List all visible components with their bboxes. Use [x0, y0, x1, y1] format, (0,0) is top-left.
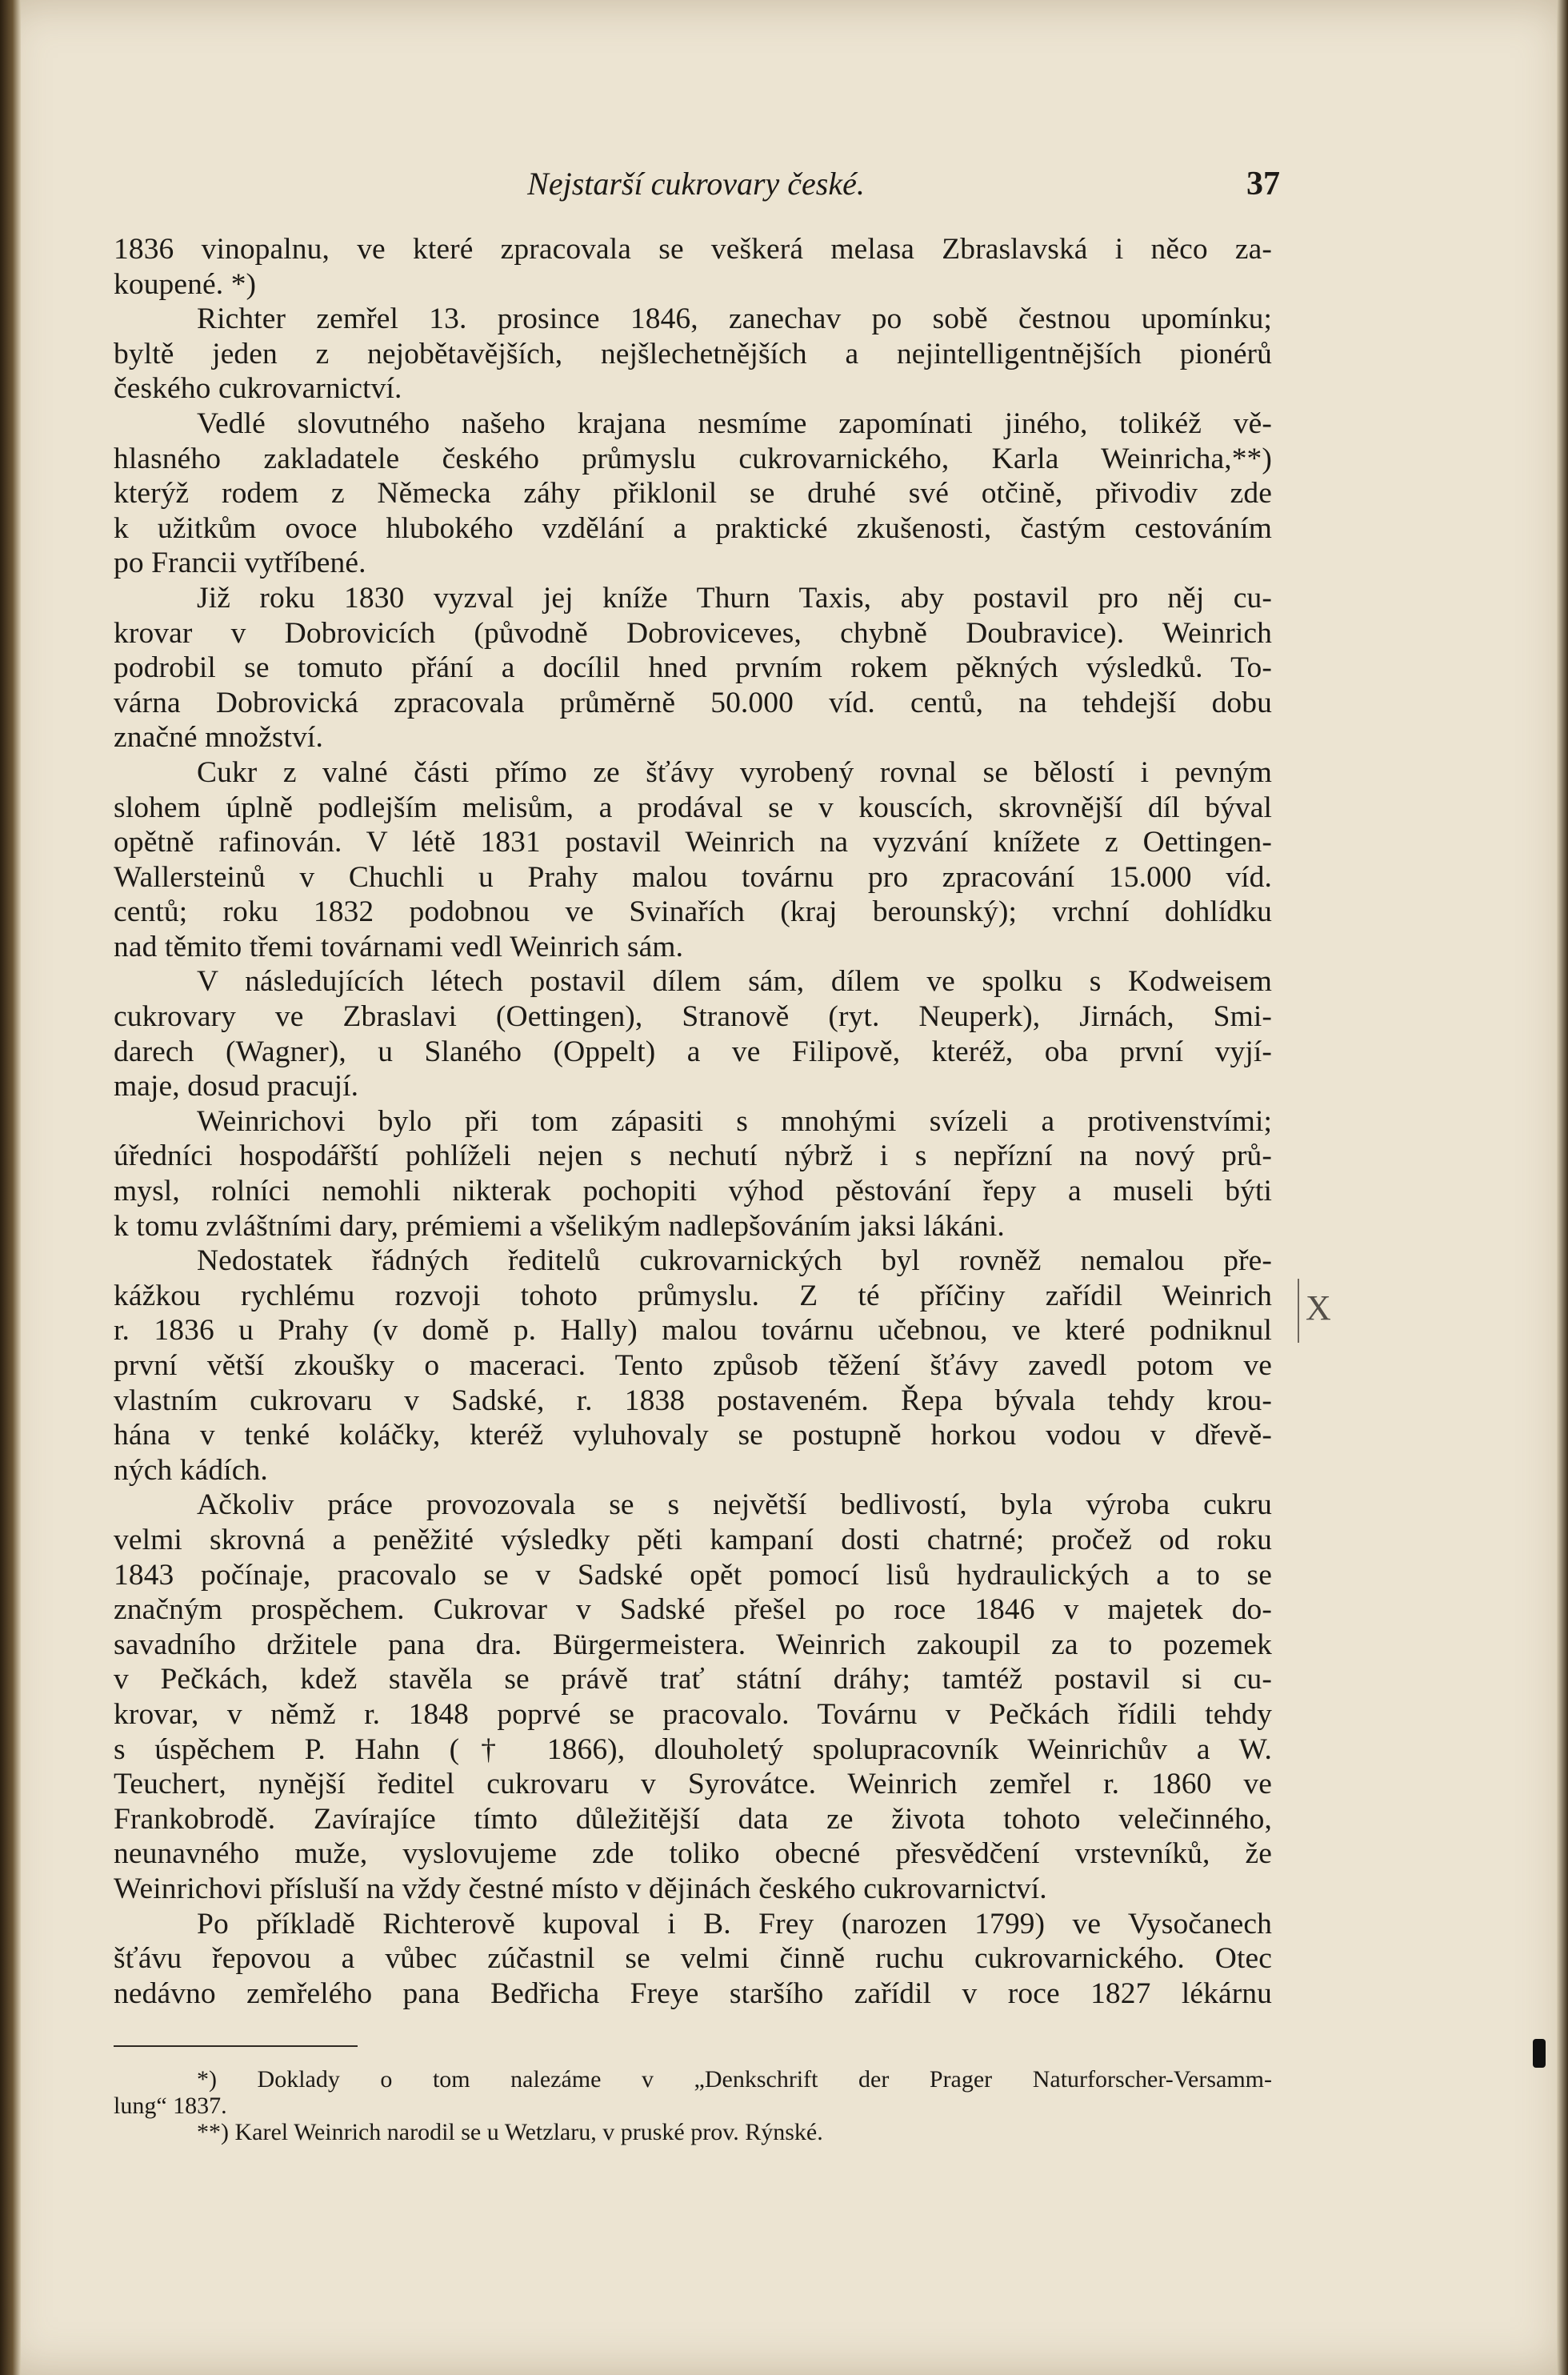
- text-line: hlasného zakladatele českého průmyslu cukrovarnického, Karla Weinricha,**): [114, 442, 1272, 475]
- text-line: maje, dosud pracují.: [114, 1070, 359, 1103]
- text-line: Frankobrodě. Zavírajíce tímto důležitější data ze života tohoto velečinného,: [114, 1802, 1272, 1836]
- text-line: Weinrichovi přísluší na vždy čestné místo v dějinách českého cukrovarnictví.: [114, 1872, 1047, 1905]
- text-line: nedávno zemřelého pana Bedřicha Freye staršího zařídil v roce 1827 lékárnu: [114, 1976, 1272, 2010]
- text-line: českého cukrovarnictví.: [114, 372, 402, 406]
- text-line: 1836 vinopalnu, ve které zpracovala se veškerá melasa Zbraslavská i něco za-: [114, 233, 1272, 266]
- text-line: velmi skrovná a peněžité výsledky pěti kampaní dosti chatrné; pročež od roku: [114, 1523, 1272, 1556]
- margin-bracket: [1298, 1279, 1299, 1343]
- text-line: Vedlé slovutného našeho krajana nesmíme zapomínati jiného, tolikéž vě-: [197, 407, 1272, 440]
- running-title: Nejstarší cukrovary české.: [527, 166, 865, 202]
- text-line: hána v tenké koláčky, kteréž vyluhovaly se postupně horkou vodou v dřevě-: [114, 1419, 1272, 1452]
- footnote-line: **) Karel Weinrich narodil se u Wetzlaru, v pruské prov. Rýnské.: [197, 2119, 823, 2145]
- text-line: k tomu zvláštními dary, prémiemi a všelikým nadlepšováním jaksi lákáni.: [114, 1209, 1005, 1243]
- text-line: s úspěchem P. Hahn († 1866), dlouholetý spolupracovník Weinrichův a W.: [114, 1732, 1272, 1766]
- text-line: opětně rafinován. V létě 1831 postavil Weinrich na vyzvání knížete z Oettingen-: [114, 826, 1272, 859]
- text-line: centů; roku 1832 podobnou ve Svinařích (kraj berounský); vrchní dohlídku: [114, 895, 1272, 929]
- text-line: k užitkům ovoce hlubokého vzdělání a praktické zkušenosti, častým cestováním: [114, 511, 1272, 545]
- page-edge-right: [1557, 0, 1568, 2375]
- text-line: mysl, rolníci nemohli nikterak pochopiti výhod pěstování řepy a museli býti: [114, 1175, 1272, 1208]
- text-line: kážkou rychlému rozvoji tohoto průmyslu. Z té příčiny zařídil Weinrich: [114, 1279, 1272, 1312]
- footnotes: [114, 2066, 1272, 2145]
- text-line: cukrovary ve Zbraslavi (Oettingen), Stranově (ryt. Neuperk), Jirnách, Smi-: [114, 1000, 1272, 1034]
- text-line: úředníci hospodářští pohlíželi nejen s nechutí nýbrž i s nepřízní na nový prů-: [114, 1139, 1272, 1173]
- footnote-line: *) Doklady o tom nalezáme v „Denkschrift der Prager Naturforscher-Versamm-: [197, 2066, 1272, 2093]
- text-line: krovar, v němž r. 1848 poprvé se pracovalo. Továrnu v Pečkách řídili tehdy: [114, 1697, 1272, 1731]
- text-line: Richter zemřel 13. prosince 1846, zanechav po sobě čestnou upomínku;: [197, 302, 1272, 336]
- text-line: nad těmito třemi továrnami vedl Weinrich sám.: [114, 930, 684, 963]
- text-line: várna Dobrovická zpracovala průměrně 50.000 víd. centů, na tehdejší dobu: [114, 686, 1272, 719]
- page-number: 37: [1246, 166, 1280, 202]
- page-header: [112, 164, 1280, 204]
- text-line: Nedostatek řádných ředitelů cukrovarnických byl rovněž nemalou pře-: [197, 1244, 1272, 1278]
- text-line: po Francii vytříbené.: [114, 547, 366, 580]
- text-line: v Pečkách, kdež stavěla se právě trať státní dráhy; tamtéž postavil si cu-: [114, 1663, 1272, 1696]
- footnote-rule: [114, 2045, 358, 2047]
- text-line: první větší zkoušky o maceraci. Tento způsob těžení šťávy zavedl potom ve: [114, 1349, 1272, 1382]
- footnote-line: lung“ 1837.: [114, 2093, 227, 2119]
- text-line: značné množství.: [114, 721, 323, 755]
- text-line: Již roku 1830 vyzval jej kníže Thurn Taxis, aby postavil pro něj cu-: [197, 581, 1272, 615]
- text-line: šťávu řepovou a vůbec zúčastnil se velmi činně ruchu cukrovarnického. Otec: [114, 1942, 1272, 1976]
- text-line: značným prospěchem. Cukrovar v Sadské přešel po roce 1846 v majetek do-: [114, 1593, 1272, 1627]
- text-line: ných kádích.: [114, 1453, 268, 1487]
- binding-mark: [1533, 2039, 1546, 2068]
- page-edge-left: [0, 0, 21, 2375]
- text-line: r. 1836 u Prahy (v domě p. Hally) malou továrnu učebnou, ve které podniknul: [114, 1314, 1272, 1348]
- text-line: byltě jeden z nejobětavějších, nejšlechetnějších a nejintelligentnějších pionérů: [114, 337, 1272, 370]
- text-line: V následujících létech postavil dílem sám, dílem ve spolku s Kodweisem: [197, 965, 1272, 999]
- text-line: darech (Wagner), u Slaného (Oppelt) a ve Filipově, kteréž, oba první vyjí-: [114, 1035, 1272, 1068]
- text-line: neunavného muže, vyslovujeme zde toliko obecné přesvědčení vrstevníků, že: [114, 1837, 1272, 1871]
- text-line: koupené. *): [114, 267, 257, 301]
- text-line: kterýž rodem z Německa záhy přiklonil se druhé své otčině, přivodiv zde: [114, 477, 1272, 511]
- text-line: Cukr z valné části přímo ze šťávy vyrobený rovnal se bělostí i pevným: [197, 755, 1272, 789]
- text-line: podrobil se tomuto přání a docílil hned prvním rokem pěkných výsledků. To-: [114, 651, 1272, 685]
- text-line: 1843 počínaje, pracovalo se v Sadské opět pomocí lisů hydraulických a to se: [114, 1558, 1272, 1592]
- text-line: Weinrichovi bylo při tom zápasiti s mnohými svízeli a protivenstvími;: [197, 1104, 1272, 1138]
- margin-annotation: X: [1306, 1288, 1331, 1328]
- body-text: [114, 232, 1272, 2011]
- text-line: Teuchert, nynější ředitel cukrovaru v Syrovátce. Weinrich zemřel r. 1860 ve: [114, 1768, 1272, 1801]
- text-line: savadního držitele pana dra. Bürgermeistera. Weinrich zakoupil za to pozemek: [114, 1628, 1272, 1661]
- text-line: krovar v Dobrovicích (původně Dobroviceves, chybně Doubravice). Weinrich: [114, 616, 1272, 650]
- text-line: Wallersteinů v Chuchli u Prahy malou továrnu pro zpracování 15.000 víd.: [114, 860, 1272, 894]
- text-line: slohem úplně podlejším melisům, a prodával se v kouscích, skrovnější díl býval: [114, 791, 1272, 824]
- text-line: Ačkoliv práce provozovala se s největší bedlivostí, byla výroba cukru: [197, 1488, 1272, 1522]
- text-line: Po příkladě Richterově kupoval i B. Frey (narozen 1799) ve Vysočanech: [197, 1907, 1272, 1940]
- text-line: vlastním cukrovaru v Sadské, r. 1838 postaveném. Řepa bývala tehdy krou-: [114, 1384, 1272, 1417]
